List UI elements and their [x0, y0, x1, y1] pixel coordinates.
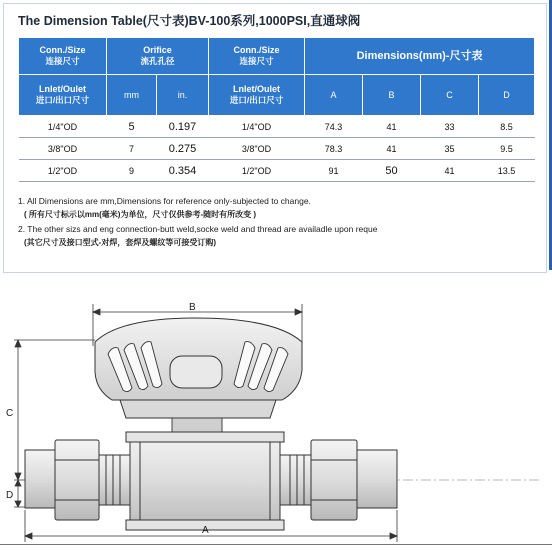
bottom-rule: [0, 544, 552, 545]
table-row: [19, 160, 535, 182]
header-orifice: [107, 38, 209, 75]
header-a: A: [305, 75, 363, 116]
cell-b: 50: [363, 160, 421, 182]
cell-mm: 5: [107, 116, 157, 138]
header-mm: mm: [107, 75, 157, 116]
cell-mm: 7: [107, 138, 157, 160]
header-conn-size-2: [209, 38, 305, 75]
note-2-cn: (其它尺寸及接口型式-对焊，套焊及螺纹等可接受订购): [24, 238, 216, 247]
cell-in: 0.197: [157, 116, 209, 138]
header-inlet-2-en: Lnlet/Oulet: [233, 84, 281, 94]
header-conn-size-en: Conn./Size: [39, 45, 86, 55]
header-dimensions: Dimensions(mm)-尺寸表: [305, 38, 535, 75]
header-b: B: [363, 75, 421, 116]
cell-size-2: 1/4"OD: [209, 116, 305, 138]
cell-size: 3/8"OD: [19, 138, 107, 160]
header-d: D: [479, 75, 535, 116]
header-inlet-2: [209, 75, 305, 116]
cell-a: 91: [305, 160, 363, 182]
header-orifice-en: Orifice: [143, 45, 172, 55]
cell-c: 33: [421, 116, 479, 138]
cell-c: 41: [421, 160, 479, 182]
label-a: A: [202, 525, 209, 536]
dimension-table: [18, 37, 535, 182]
cell-b: 41: [363, 138, 421, 160]
header-in: in.: [157, 75, 209, 116]
table-row: [19, 138, 535, 160]
right-fitting: [280, 440, 397, 520]
notes: [18, 194, 538, 250]
cell-d: 9.5: [479, 138, 535, 160]
cell-a: 74.3: [305, 116, 363, 138]
header-conn-size-cn: 连接尺寸: [45, 56, 80, 66]
note-1: 1. All Dimensions are mm,Dimensions for reference only-subjected to change.: [18, 196, 311, 206]
cell-b: 41: [363, 116, 421, 138]
header-inlet: [19, 75, 107, 116]
label-c: C: [6, 408, 14, 419]
cell-size: 1/2"OD: [19, 160, 107, 182]
valve-handle: [95, 318, 302, 432]
cell-c: 35: [421, 138, 479, 160]
note-1-cn: ( 所有尺寸标示以mm(毫米)为单位，尺寸仅供参考-随时有所改变 ): [24, 210, 256, 219]
cell-size: 1/4"OD: [19, 116, 107, 138]
header-inlet-cn: 进口/出口尺寸: [35, 95, 90, 105]
cell-d: 13.5: [479, 160, 535, 182]
valve-drawing: [0, 290, 552, 551]
cell-mm: 9: [107, 160, 157, 182]
cell-d: 8.5: [479, 116, 535, 138]
cell-size-2: 1/2"OD: [209, 160, 305, 182]
left-fitting: [25, 440, 130, 520]
header-inlet-2-cn: 进口/出口尺寸: [229, 95, 284, 105]
note-2: 2. The other sizs and eng connection-butt weld,socke weld and thread are availadle upon reque: [18, 224, 378, 234]
cell-a: 78.3: [305, 138, 363, 160]
valve-body: [126, 432, 284, 530]
header-conn-size-2-en: Conn./Size: [233, 45, 280, 55]
header-c: C: [421, 75, 479, 116]
cell-in: 0.275: [157, 138, 209, 160]
header-conn-size-2-cn: 连接尺寸: [239, 56, 274, 66]
cell-size-2: 3/8"OD: [209, 138, 305, 160]
header-inlet-en: Lnlet/Oulet: [39, 84, 86, 94]
table-row: [19, 116, 535, 138]
header-conn-size: [19, 38, 107, 75]
label-d: D: [6, 490, 14, 501]
cell-in: 0.354: [157, 160, 209, 182]
header-orifice-cn: 流孔孔径: [140, 56, 175, 66]
page-title: The Dimension Table(尺寸表)BV-100系列,1000PSI,直通球阀: [18, 14, 361, 28]
label-b: B: [189, 302, 196, 313]
